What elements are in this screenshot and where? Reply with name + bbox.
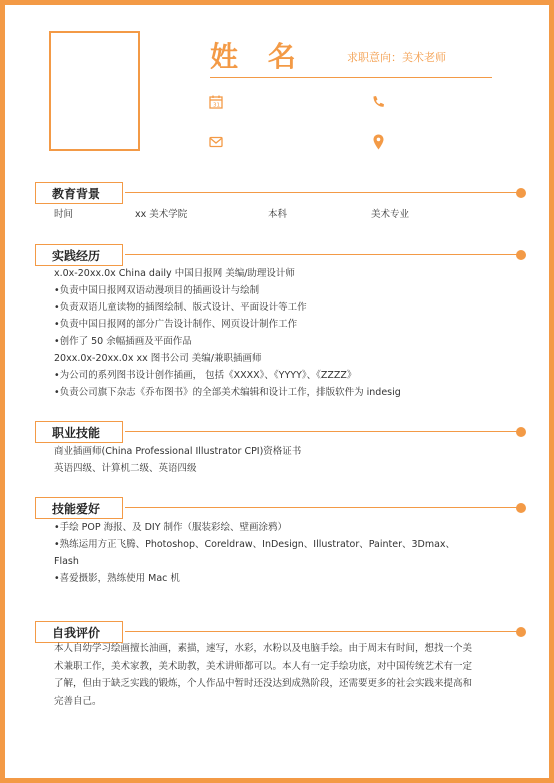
list-item: •为公司的系列图书设计创作插画， 包括《XXXX》、《YYYY》、《ZZZZ》 [54,370,357,381]
header-divider [210,77,492,78]
list-item: •熟练运用方正飞腾、Photoshop、Coreldraw、InDesign、Illustrator、Painter、3Dmax、 [54,539,456,550]
list-item: x.0x-20xx.0x China daily 中国日报网 美编/助理设计师 [54,268,295,279]
location-icon [373,134,384,150]
section-dot [516,188,526,198]
section-line [125,431,518,432]
list-item: 英语四级、计算机二级、英语四级 [54,463,197,474]
section-dot [516,250,526,260]
self-evaluation-text: 本人自幼学习绘画擅长油画，素描，速写，水彩，水粉以及电脑手绘。由于周末有时间，想找一个美术兼职工作，美术家教，美术助教，美术讲师都可以。本人有一定手绘功底，对中国传统艺术有一定了解，但由于缺乏实践的锻炼，个人作品中暂时还没达到成熟阶段，还需要更多的社会实践来提高和完善自己。 [54,643,473,707]
list-item: •喜爱摄影，熟练使用 Mac 机 [54,573,180,584]
edu-time: 时间 [54,209,74,220]
mail-icon [209,136,223,148]
section-dot [516,503,526,513]
section-title-education: 教育背景 [35,182,123,204]
section-line [125,631,518,632]
section-title-self: 自我评价 [35,621,123,643]
list-item: Flash [54,556,79,567]
section-line [125,192,518,193]
section-line [125,254,518,255]
edu-degree: 本科 [268,209,288,220]
edu-major: 美术专业 [371,209,410,220]
section-title-experience: 实践经历 [35,244,123,266]
list-item: •创作了 50 余幅插画及平面作品 [54,336,192,347]
calendar-icon [209,95,223,109]
list-item: •负责中国日报网的部分广告设计制作、网页设计制作工作 [54,319,298,330]
list-item: •负责双语儿童读物的插图绘制、版式设计、平面设计等工作 [54,302,307,313]
section-line [125,507,518,508]
photo-placeholder [49,31,140,151]
phone-icon [371,95,385,109]
list-item: 20xx.0x-20xx.0x xx 图书公司 美编/兼职插画师 [54,353,262,364]
list-item: •负责公司旗下杂志《乔布图书》的全部美术编辑和设计工作，排版软件为 indesig [54,387,401,398]
section-dot [516,427,526,437]
list-item: •手绘 POP 海报、及 DIY 制作（服装彩绘、壁画涂鸦） [54,522,288,533]
name-title: 姓 名 [210,40,306,73]
section-title-skills: 职业技能 [35,421,123,443]
list-item: •负责中国日报网双语动漫项目的插画设计与绘制 [54,285,260,296]
edu-school: xx 美术学院 [135,209,188,220]
svg-text:31: 31 [213,102,220,109]
job-intent: 求职意向：美术老师 [347,51,446,64]
section-title-hobbies: 技能爱好 [35,497,123,519]
section-dot [516,627,526,637]
list-item: 商业插画师(China Professional Illustrator CPI)资格证书 [54,446,302,457]
